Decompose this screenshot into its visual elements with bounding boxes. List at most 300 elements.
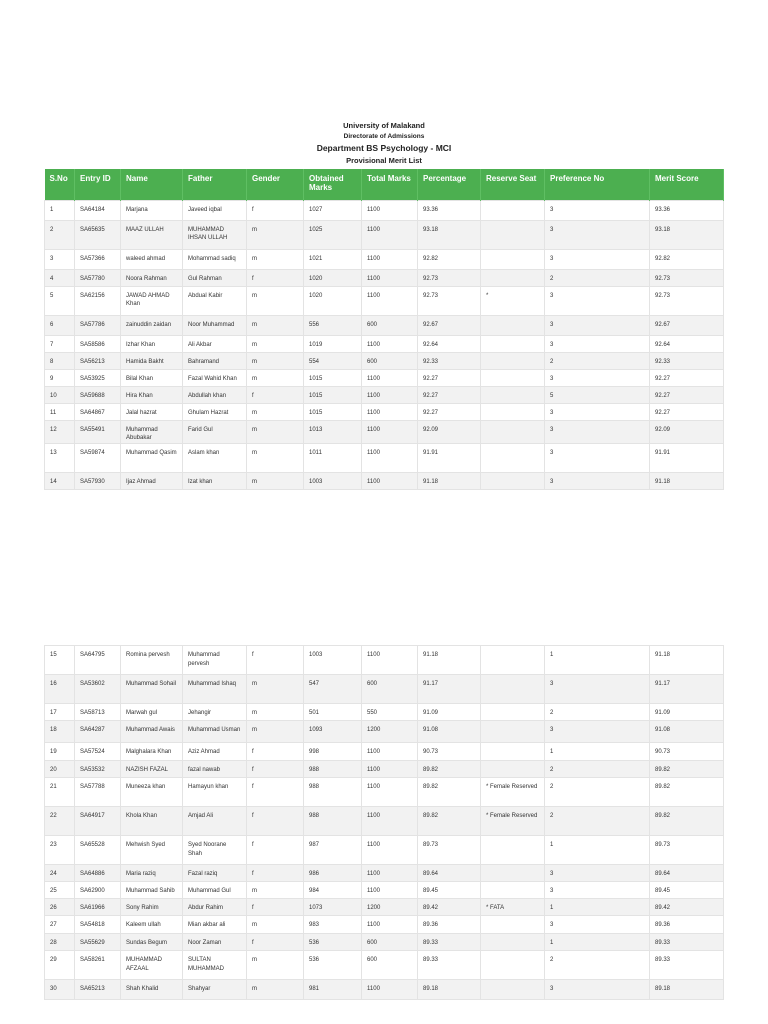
- table-cell: [481, 934, 545, 951]
- table-cell: [481, 220, 545, 249]
- table-cell: 92.67: [418, 315, 481, 335]
- table-cell: 988: [304, 778, 362, 807]
- table-cell: m: [247, 335, 304, 352]
- table-cell: 2: [545, 951, 650, 980]
- table-cell: f: [247, 865, 304, 882]
- table-cell: Abdual Kabir: [183, 286, 247, 315]
- table-cell: Gul Rahman: [183, 269, 247, 286]
- table-cell: SA62900: [75, 882, 121, 899]
- table-cell: 1020: [304, 269, 362, 286]
- table-cell: 92.27: [650, 369, 724, 386]
- table-cell: 89.45: [650, 882, 724, 899]
- table-header-row: [45, 169, 724, 200]
- table-cell: 9: [45, 369, 75, 386]
- table-cell: zainuddin zaidan: [121, 315, 183, 335]
- table-cell: 10: [45, 386, 75, 403]
- table-cell: SA58586: [75, 335, 121, 352]
- table-cell: 92.67: [650, 315, 724, 335]
- table-row: [45, 269, 724, 286]
- table-cell: m: [247, 882, 304, 899]
- col-header: Merit Score: [650, 169, 724, 200]
- table-cell: 13: [45, 443, 75, 472]
- table-cell: 3: [545, 369, 650, 386]
- table-cell: 1015: [304, 369, 362, 386]
- table-cell: Sundas Begum: [121, 934, 183, 951]
- table-cell: 89.36: [418, 916, 481, 934]
- table-cell: 600: [362, 951, 418, 980]
- table-row: [45, 778, 724, 807]
- table-cell: 988: [304, 807, 362, 836]
- table-cell: 89.82: [650, 778, 724, 807]
- table-cell: 1: [545, 934, 650, 951]
- table-cell: f: [247, 200, 304, 220]
- table-cell: Shahyar: [183, 980, 247, 1000]
- table-cell: 1100: [362, 761, 418, 778]
- table-cell: 91.08: [418, 721, 481, 743]
- table-cell: 1021: [304, 249, 362, 269]
- table-body: [45, 646, 724, 1000]
- table-cell: m: [247, 704, 304, 721]
- table-cell: 27: [45, 916, 75, 934]
- table-cell: 92.27: [650, 386, 724, 403]
- table-cell: SA57524: [75, 743, 121, 761]
- table-cell: 28: [45, 934, 75, 951]
- table-cell: 93.18: [650, 220, 724, 249]
- table-cell: SA59688: [75, 386, 121, 403]
- table-cell: 1100: [362, 743, 418, 761]
- table-cell: 91.91: [650, 443, 724, 472]
- table-cell: * FATA: [481, 899, 545, 916]
- table-cell: Malghalara Khan: [121, 743, 183, 761]
- table-cell: 2: [545, 352, 650, 369]
- table-cell: 92.73: [418, 286, 481, 315]
- table-cell: waleed ahmad: [121, 249, 183, 269]
- table-cell: [481, 675, 545, 704]
- table-cell: [481, 369, 545, 386]
- table-cell: 91.09: [650, 704, 724, 721]
- table-cell: 3: [545, 443, 650, 472]
- table-cell: 1100: [362, 807, 418, 836]
- table-cell: 1100: [362, 249, 418, 269]
- table-cell: m: [247, 286, 304, 315]
- table-cell: 1015: [304, 386, 362, 403]
- table-cell: SA53925: [75, 369, 121, 386]
- table-cell: MUHAMMAD AFZAAL: [121, 951, 183, 980]
- table-cell: 988: [304, 761, 362, 778]
- table-cell: Abdur Rahim: [183, 899, 247, 916]
- table-cell: 12: [45, 420, 75, 443]
- table-cell: [481, 836, 545, 865]
- col-header: Reserve Seat: [481, 169, 545, 200]
- col-header: Total Marks: [362, 169, 418, 200]
- table-cell: 3: [545, 403, 650, 420]
- table-cell: 2: [545, 704, 650, 721]
- table-cell: 1: [545, 836, 650, 865]
- table-cell: 3: [545, 865, 650, 882]
- table-cell: Ijaz Ahmad: [121, 472, 183, 489]
- table-cell: m: [247, 369, 304, 386]
- table-row: [45, 249, 724, 269]
- table-cell: Fazal raziq: [183, 865, 247, 882]
- table-cell: SA57780: [75, 269, 121, 286]
- table-cell: SA64184: [75, 200, 121, 220]
- table-cell: Aslam khan: [183, 443, 247, 472]
- table-row: [45, 369, 724, 386]
- table-cell: SA56213: [75, 352, 121, 369]
- table-cell: Muhammad Qasim: [121, 443, 183, 472]
- table-cell: 3: [545, 472, 650, 489]
- table-cell: [481, 269, 545, 286]
- table-cell: 93.36: [418, 200, 481, 220]
- directorate-name: Directorate of Admissions: [343, 133, 425, 140]
- table-cell: 6: [45, 315, 75, 335]
- table-cell: 89.42: [418, 899, 481, 916]
- table-cell: 1100: [362, 443, 418, 472]
- table-cell: 5: [545, 386, 650, 403]
- table-cell: 22: [45, 807, 75, 836]
- table-cell: Amjad Ali: [183, 807, 247, 836]
- table-cell: 89.73: [650, 836, 724, 865]
- table-cell: [481, 721, 545, 743]
- table-cell: 1100: [362, 882, 418, 899]
- col-header: Father: [183, 169, 247, 200]
- table-cell: 25: [45, 882, 75, 899]
- table-row: [45, 675, 724, 704]
- table-cell: 92.73: [650, 286, 724, 315]
- table-cell: 1100: [362, 420, 418, 443]
- table-cell: 89.82: [650, 761, 724, 778]
- table-cell: 90.73: [650, 743, 724, 761]
- table-cell: 1100: [362, 403, 418, 420]
- table-cell: MAAZ ULLAH: [121, 220, 183, 249]
- table-cell: 1: [545, 743, 650, 761]
- table-cell: 3: [545, 721, 650, 743]
- table-cell: 1: [545, 646, 650, 675]
- table-cell: Muhammad Sahib: [121, 882, 183, 899]
- table-cell: 91.18: [650, 472, 724, 489]
- table-cell: * Female Reserved: [481, 778, 545, 807]
- table-cell: 19: [45, 743, 75, 761]
- table-cell: Syed Noorane Shah: [183, 836, 247, 865]
- table-cell: 1100: [362, 836, 418, 865]
- table-cell: Izat khan: [183, 472, 247, 489]
- table-row: [45, 386, 724, 403]
- table-cell: 92.64: [418, 335, 481, 352]
- table-cell: *: [481, 286, 545, 315]
- table-row: [45, 420, 724, 443]
- table-cell: SA64287: [75, 721, 121, 743]
- table-cell: m: [247, 951, 304, 980]
- table-cell: [481, 443, 545, 472]
- table-cell: 600: [362, 934, 418, 951]
- table-cell: 89.45: [418, 882, 481, 899]
- table-cell: [481, 951, 545, 980]
- table-cell: Muhammad Sohail: [121, 675, 183, 704]
- table-cell: 1073: [304, 899, 362, 916]
- table-cell: Shah Khalid: [121, 980, 183, 1000]
- table-cell: 92.27: [418, 386, 481, 403]
- table-cell: 600: [362, 315, 418, 335]
- table-cell: 2: [545, 807, 650, 836]
- table-cell: 18: [45, 721, 75, 743]
- table-cell: 89.64: [650, 865, 724, 882]
- table-cell: 1100: [362, 220, 418, 249]
- table-cell: [481, 646, 545, 675]
- table-cell: f: [247, 899, 304, 916]
- table-cell: 3: [545, 249, 650, 269]
- table-row: [45, 220, 724, 249]
- col-header: Gender: [247, 169, 304, 200]
- table-cell: 17: [45, 704, 75, 721]
- table-cell: 1: [545, 899, 650, 916]
- table-cell: 1100: [362, 335, 418, 352]
- table-cell: 89.82: [650, 807, 724, 836]
- table-cell: 3: [545, 220, 650, 249]
- table-cell: SA57788: [75, 778, 121, 807]
- table-cell: SA55629: [75, 934, 121, 951]
- table-cell: Javeed iqbal: [183, 200, 247, 220]
- table-cell: m: [247, 980, 304, 1000]
- table-cell: 26: [45, 899, 75, 916]
- table-cell: 1100: [362, 386, 418, 403]
- merit-table-page-1: [44, 169, 724, 490]
- table-cell: Muhammad Usman: [183, 721, 247, 743]
- table-cell: SA65213: [75, 980, 121, 1000]
- col-header: Obtained Marks: [304, 169, 362, 200]
- table-cell: m: [247, 249, 304, 269]
- table-cell: 1100: [362, 646, 418, 675]
- table-cell: 92.64: [650, 335, 724, 352]
- table-cell: f: [247, 807, 304, 836]
- table-body: [45, 200, 724, 489]
- table-cell: m: [247, 916, 304, 934]
- document-header: [0, 120, 768, 166]
- table-cell: 3: [545, 882, 650, 899]
- table-cell: [481, 704, 545, 721]
- col-header: Percentage: [418, 169, 481, 200]
- table-cell: 556: [304, 315, 362, 335]
- table-cell: 2: [545, 778, 650, 807]
- table-cell: Jalal hazrat: [121, 403, 183, 420]
- table-cell: [481, 916, 545, 934]
- table-row: [45, 704, 724, 721]
- table-cell: f: [247, 836, 304, 865]
- table-cell: 89.36: [650, 916, 724, 934]
- table-cell: Marwah gul: [121, 704, 183, 721]
- table-cell: f: [247, 646, 304, 675]
- table-cell: 16: [45, 675, 75, 704]
- table-cell: [481, 335, 545, 352]
- table-cell: 91.18: [418, 646, 481, 675]
- table-cell: Mehwish Syed: [121, 836, 183, 865]
- table-cell: 24: [45, 865, 75, 882]
- table-cell: 89.33: [650, 951, 724, 980]
- table-cell: 89.18: [418, 980, 481, 1000]
- table-cell: SA54818: [75, 916, 121, 934]
- table-row: [45, 980, 724, 1000]
- table-row: [45, 865, 724, 882]
- table-cell: 89.42: [650, 899, 724, 916]
- table-cell: Sony Rahim: [121, 899, 183, 916]
- table-cell: Hira Khan: [121, 386, 183, 403]
- department-title: Department BS Psychology - MCI: [316, 143, 452, 153]
- table-row: [45, 472, 724, 489]
- table-cell: 1013: [304, 420, 362, 443]
- table-cell: 89.33: [418, 934, 481, 951]
- table-cell: Ali Akbar: [183, 335, 247, 352]
- table-cell: 30: [45, 980, 75, 1000]
- table-cell: 547: [304, 675, 362, 704]
- table-cell: Noora Rahman: [121, 269, 183, 286]
- table-cell: 3: [545, 980, 650, 1000]
- table-cell: 1200: [362, 899, 418, 916]
- col-header: S.No: [45, 169, 75, 200]
- table-cell: f: [247, 934, 304, 951]
- col-header: Preference No: [545, 169, 650, 200]
- table-row: [45, 899, 724, 916]
- table-cell: 600: [362, 675, 418, 704]
- table-cell: SULTAN MUHAMMAD: [183, 951, 247, 980]
- table-cell: 92.27: [418, 403, 481, 420]
- table-cell: m: [247, 443, 304, 472]
- table-cell: m: [247, 675, 304, 704]
- table-cell: m: [247, 403, 304, 420]
- table-cell: 3: [545, 916, 650, 934]
- table-cell: SA65635: [75, 220, 121, 249]
- table-cell: 92.27: [418, 369, 481, 386]
- table-cell: m: [247, 352, 304, 369]
- table-cell: Muhammad Abubakar: [121, 420, 183, 443]
- table-cell: 1003: [304, 472, 362, 489]
- table-cell: Fazal Wahid Khan: [183, 369, 247, 386]
- table-cell: 986: [304, 865, 362, 882]
- table-cell: JAWAD AHMAD Khan: [121, 286, 183, 315]
- table-cell: 1100: [362, 200, 418, 220]
- table-cell: Khola Khan: [121, 807, 183, 836]
- table-cell: 1100: [362, 865, 418, 882]
- table-cell: [481, 865, 545, 882]
- table-cell: 91.91: [418, 443, 481, 472]
- table-cell: 1093: [304, 721, 362, 743]
- table-cell: 91.17: [418, 675, 481, 704]
- table-row: [45, 743, 724, 761]
- table-cell: 89.18: [650, 980, 724, 1000]
- table-cell: Ghulam Hazrat: [183, 403, 247, 420]
- table-row: [45, 934, 724, 951]
- table-cell: m: [247, 315, 304, 335]
- table-cell: 89.73: [418, 836, 481, 865]
- table-cell: 89.33: [418, 951, 481, 980]
- table-cell: [481, 472, 545, 489]
- table-cell: 2: [545, 269, 650, 286]
- table-cell: Muhammad Ishaq: [183, 675, 247, 704]
- table-cell: Mohammad sadiq: [183, 249, 247, 269]
- table-cell: SA55491: [75, 420, 121, 443]
- table-cell: 91.18: [650, 646, 724, 675]
- col-header: Entry ID: [75, 169, 121, 200]
- table-cell: 984: [304, 882, 362, 899]
- table-cell: 11: [45, 403, 75, 420]
- table-cell: 1100: [362, 916, 418, 934]
- table-cell: Hamida Bakht: [121, 352, 183, 369]
- table-cell: 3: [545, 200, 650, 220]
- table-cell: 981: [304, 980, 362, 1000]
- table-cell: Jehangir: [183, 704, 247, 721]
- table-row: [45, 335, 724, 352]
- table-cell: 1: [45, 200, 75, 220]
- table-cell: f: [247, 386, 304, 403]
- table-cell: SA65528: [75, 836, 121, 865]
- table-cell: Aziz Ahmad: [183, 743, 247, 761]
- table-cell: 21: [45, 778, 75, 807]
- table-cell: 92.33: [418, 352, 481, 369]
- table-cell: [481, 882, 545, 899]
- table-cell: 92.82: [650, 249, 724, 269]
- table-cell: Izhar Khan: [121, 335, 183, 352]
- table-cell: 550: [362, 704, 418, 721]
- merit-table-page-2: [44, 645, 724, 1000]
- table-cell: 1100: [362, 472, 418, 489]
- table-cell: 1100: [362, 778, 418, 807]
- table-cell: 554: [304, 352, 362, 369]
- table-cell: SA58261: [75, 951, 121, 980]
- table-cell: 1015: [304, 403, 362, 420]
- table-cell: 987: [304, 836, 362, 865]
- table-cell: MUHAMMAD IHSAN ULLAH: [183, 220, 247, 249]
- list-title: Provisional Merit List: [346, 156, 422, 165]
- table-cell: 93.18: [418, 220, 481, 249]
- table-cell: [481, 200, 545, 220]
- table-cell: 91.08: [650, 721, 724, 743]
- table-cell: m: [247, 420, 304, 443]
- table-cell: 536: [304, 934, 362, 951]
- table-row: [45, 646, 724, 675]
- table-cell: 1027: [304, 200, 362, 220]
- table-cell: Bilal Khan: [121, 369, 183, 386]
- table-cell: 3: [545, 315, 650, 335]
- table-cell: Maria raziq: [121, 865, 183, 882]
- table-cell: 3: [545, 335, 650, 352]
- table-cell: 998: [304, 743, 362, 761]
- table-cell: Romina pervesh: [121, 646, 183, 675]
- table-cell: SA53602: [75, 675, 121, 704]
- table-cell: 91.18: [418, 472, 481, 489]
- table-cell: SA61966: [75, 899, 121, 916]
- table-row: [45, 443, 724, 472]
- table-cell: 8: [45, 352, 75, 369]
- table-cell: SA57366: [75, 249, 121, 269]
- table-cell: 89.64: [418, 865, 481, 882]
- table-row: [45, 807, 724, 836]
- table-cell: Noor Muhammad: [183, 315, 247, 335]
- table-cell: 92.09: [418, 420, 481, 443]
- table-row: [45, 761, 724, 778]
- table-row: [45, 951, 724, 980]
- table-cell: Abdullah khan: [183, 386, 247, 403]
- table-cell: SA53532: [75, 761, 121, 778]
- table-cell: Kaleem ullah: [121, 916, 183, 934]
- table-cell: Muneeza khan: [121, 778, 183, 807]
- table-cell: 1100: [362, 980, 418, 1000]
- table-cell: Bahramand: [183, 352, 247, 369]
- table-cell: Hamayun khan: [183, 778, 247, 807]
- table-cell: 92.73: [418, 269, 481, 286]
- table-cell: [481, 249, 545, 269]
- table-cell: [481, 743, 545, 761]
- table-cell: Noor Zaman: [183, 934, 247, 951]
- table-cell: f: [247, 269, 304, 286]
- table-cell: SA62156: [75, 286, 121, 315]
